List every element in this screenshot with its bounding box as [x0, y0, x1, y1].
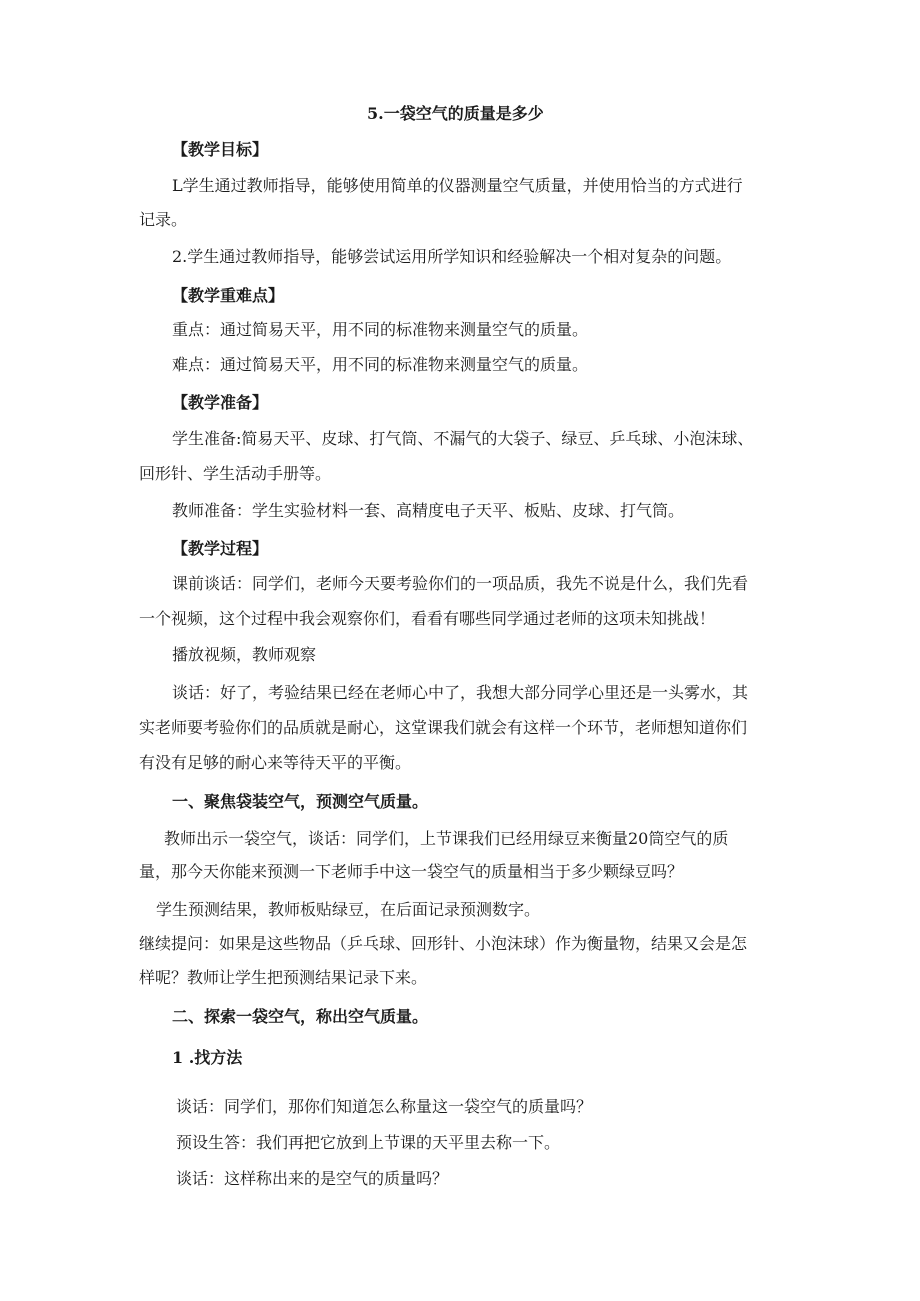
paragraph-line: 课前谈话：同学们，老师今天要考验你们的一项品质，我先不说是什么，我们先看 [172, 574, 749, 593]
paragraph-line: 教师准备：学生实验材料一套、高精度电子天平、板贴、皮球、打气筒。 [172, 501, 685, 520]
paragraph-line: 实老师要考验你们的品质就是耐心，这堂课我们就会有这样一个环节，老师想知道你们 [139, 718, 748, 737]
paragraph-line: 谈话：这样称出来的是空气的质量吗？ [176, 1169, 449, 1188]
heading-teaching-goals: 【教学目标】 [172, 140, 269, 159]
heading-preparation: 【教学准备】 [172, 393, 269, 412]
paragraph-line: L学生通过教师指导，能够使用简单的仪器测量空气质量，并使用恰当的方式进行 [172, 176, 743, 195]
paragraph-line: 有没有足够的耐心来等待天平的平衡。 [139, 753, 412, 772]
paragraph-line: 样呢？教师让学生把预测结果记录下来。 [139, 968, 428, 987]
paragraph-line: 继续提问：如果是这些物品（乒乓球、回形针、小泡沫球）作为衡量物，结果又会是怎 [139, 934, 748, 953]
section-heading-1: 一、聚焦袋装空气，预测空气质量。 [172, 792, 429, 811]
paragraph-line: 难点：通过简易天平，用不同的标准物来测量空气的质量。 [172, 355, 589, 374]
paragraph-line: 量，那今天你能来预测一下老师手中这一袋空气的质量相当于多少颗绿豆吗？ [139, 862, 684, 881]
heading-key-points: 【教学重难点】 [172, 286, 285, 305]
subsection-heading: 1 .找方法 [172, 1048, 243, 1067]
paragraph-line: 学生准备:简易天平、皮球、打气筒、不漏气的大袋子、绿豆、乒乓球、小泡沫球、 [172, 429, 754, 448]
document-title: 5.一袋空气的质量是多少 [367, 104, 544, 123]
paragraph-line: 播放视频，教师观察 [172, 645, 317, 664]
section-heading-2: 二、探索一袋空气，称出空气质量。 [172, 1007, 429, 1026]
heading-process: 【教学过程】 [172, 539, 269, 558]
paragraph-line: 2.学生通过教师指导，能够尝试运用所学知识和经验解决一个相对复杂的问题。 [172, 247, 732, 266]
paragraph-line: 谈话：同学们，那你们知道怎么称量这一袋空气的质量吗？ [176, 1097, 593, 1116]
paragraph-line: 预设生答：我们再把它放到上节课的天平里去称一下。 [176, 1133, 561, 1152]
paragraph-line: 谈话：好了，考验结果已经在老师心中了，我想大部分同学心里还是一头雾水，其 [172, 683, 749, 702]
paragraph-line: 学生预测结果，教师板贴绿豆，在后面记录预测数字。 [156, 900, 541, 919]
paragraph-line: 一个视频，这个过程中我会观察你们，看看有哪些同学通过老师的这项未知挑战！ [139, 609, 716, 628]
paragraph-line: 回形针、学生活动手册等。 [139, 464, 332, 483]
paragraph-line: 重点：通过简易天平，用不同的标准物来测量空气的质量。 [172, 320, 589, 339]
paragraph-line: 教师出示一袋空气，谈话：同学们，上节课我们已经用绿豆来衡量20筒空气的质 [164, 829, 729, 848]
paragraph-line: 记录。 [139, 210, 188, 229]
